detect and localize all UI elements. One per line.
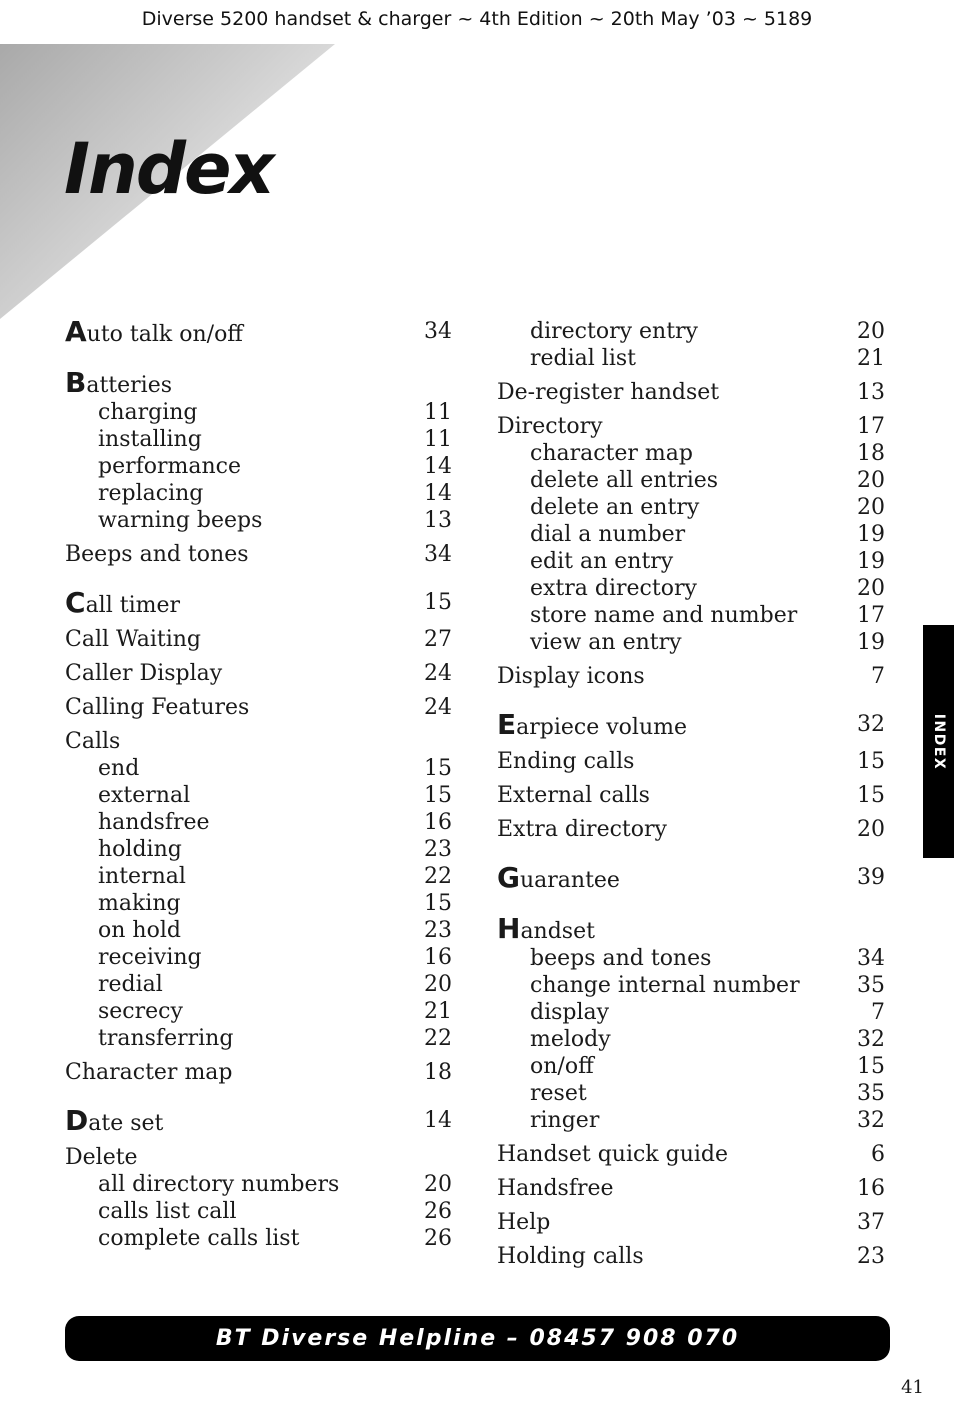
index-entry-label	[65, 1104, 164, 1137]
index-page-number: 15	[424, 783, 452, 808]
index-entry-text: complete calls list	[98, 1226, 300, 1251]
index-page-number: 34	[424, 319, 452, 344]
index-page-number: 7	[871, 1000, 885, 1025]
index-entry-text: all timer	[85, 593, 181, 618]
index-page-number: 18	[857, 441, 885, 466]
index-subentry	[497, 629, 885, 656]
index-entry-label	[65, 729, 120, 754]
index-entry-text: calls list call	[98, 1199, 237, 1224]
index-entry-label	[98, 972, 163, 997]
index-page-number: 17	[857, 414, 885, 439]
index-entry-text: Handset quick guide	[497, 1142, 729, 1167]
index-entry-label	[530, 603, 797, 628]
index-entry	[65, 694, 452, 721]
index-entry-text: receiving	[98, 945, 202, 970]
index-entry-text: delete an entry	[530, 495, 700, 520]
index-entry	[65, 541, 452, 568]
index-entry-text: on/off	[530, 1054, 594, 1079]
index-entry	[65, 586, 452, 619]
index-subentry	[65, 998, 452, 1025]
index-page-number: 16	[424, 810, 452, 835]
index-page-number: 20	[857, 495, 885, 520]
index-entry-label	[98, 508, 262, 533]
index-entry-text: extra directory	[530, 576, 697, 601]
index-entry-label	[530, 346, 636, 371]
index-subentry	[497, 1080, 885, 1107]
index-page-number: 23	[424, 918, 452, 943]
index-entry-text: character map	[530, 441, 693, 466]
index-initial-letter: H	[497, 912, 521, 945]
index-entry-text: replacing	[98, 481, 204, 506]
index-page-number: 14	[424, 454, 452, 479]
index-page-number: 16	[424, 945, 452, 970]
index-page-number: 13	[424, 508, 452, 533]
index-page-number: 20	[424, 972, 452, 997]
index-entry-text: internal	[98, 864, 186, 889]
index-page-number: 15	[857, 1054, 885, 1079]
index-entry	[65, 1144, 452, 1171]
index-subentry	[65, 426, 452, 453]
index-subentry	[497, 602, 885, 629]
index-entry	[497, 1141, 885, 1168]
index-entry-text: redial list	[530, 346, 637, 371]
index-subentry	[497, 999, 885, 1026]
index-entry-label	[98, 756, 139, 781]
index-entry-text: installing	[98, 427, 202, 452]
index-entry-text: directory entry	[530, 319, 698, 344]
index-entry-label	[98, 1199, 237, 1224]
index-subentry	[497, 440, 885, 467]
index-subentry	[65, 1171, 452, 1198]
index-entry-label	[98, 400, 198, 425]
index-entry-text: beeps and tones	[530, 946, 712, 971]
index-subentry	[65, 809, 452, 836]
index-page-number: 21	[424, 999, 452, 1024]
index-entry-text: on hold	[98, 918, 181, 943]
index-page-number: 11	[424, 400, 452, 425]
index-entry-label	[530, 441, 693, 466]
index-entry-label	[497, 749, 634, 774]
index-entry-text: end	[98, 756, 140, 781]
index-subentry	[65, 1025, 452, 1052]
index-entry	[497, 1175, 885, 1202]
index-page-number: 21	[857, 346, 885, 371]
index-entry-text: all directory numbers	[98, 1172, 340, 1197]
index-entry-label	[530, 549, 673, 574]
index-entry-label	[530, 1000, 609, 1025]
index-entry-label	[98, 945, 202, 970]
index-subentry	[65, 782, 452, 809]
index-entry-label	[530, 946, 711, 971]
index-entry-text: ate set	[88, 1111, 164, 1136]
index-page-number: 34	[857, 946, 885, 971]
index-entry	[497, 413, 885, 440]
index-entry-label	[497, 1210, 550, 1235]
index-entry-text: Holding calls	[497, 1244, 644, 1269]
side-tab-label: INDEX	[930, 713, 947, 770]
index-subentry	[65, 480, 452, 507]
index-page-number: 24	[424, 695, 452, 720]
index-entry-label	[65, 627, 201, 652]
index-entry-label	[98, 864, 186, 889]
index-entry-label	[530, 522, 685, 547]
index-page-number: 14	[424, 1108, 452, 1133]
index-page-number: 15	[424, 590, 452, 615]
index-page-number: 15	[424, 756, 452, 781]
index-entry-text: Display icons	[497, 664, 645, 689]
index-entry-text: Directory	[497, 414, 603, 439]
index-entry-text: making	[98, 891, 181, 916]
index-entry-label	[65, 586, 181, 619]
index-subentry	[497, 575, 885, 602]
index-entry-label	[497, 817, 667, 842]
index-entry-label	[98, 481, 203, 506]
index-subentry	[65, 863, 452, 890]
index-entry-label	[497, 861, 620, 894]
index-page-number: 20	[857, 817, 885, 842]
index-page-number: 32	[857, 1027, 885, 1052]
index-subentry	[65, 944, 452, 971]
index-subentry	[65, 755, 452, 782]
index-entry-text: view an entry	[530, 630, 682, 655]
index-entry-label	[65, 542, 249, 567]
index-entry-text: store name and number	[530, 603, 798, 628]
index-subentry	[497, 1053, 885, 1080]
index-entry-label	[98, 454, 241, 479]
helpline-banner: BT Diverse Helpline – 08457 908 070	[65, 1316, 890, 1361]
index-entry-label	[98, 1026, 233, 1051]
index-initial-letter: D	[65, 1104, 89, 1137]
index-entry-text: reset	[530, 1081, 587, 1106]
index-page-number: 22	[424, 1026, 452, 1051]
index-entry	[497, 748, 885, 775]
index-page-number: 14	[424, 481, 452, 506]
index-entry-text: Beeps and tones	[65, 542, 249, 567]
index-subentry	[65, 836, 452, 863]
index-entry-text: change internal number	[530, 973, 800, 998]
index-page-number: 7	[871, 664, 885, 689]
index-subentry	[497, 494, 885, 521]
index-entry-text: delete all entries	[530, 468, 719, 493]
index-entry	[65, 660, 452, 687]
index-page-number: 16	[857, 1176, 885, 1201]
index-page-number: 20	[857, 319, 885, 344]
index-entry-text: transferring	[98, 1026, 234, 1051]
index-page-number: 13	[857, 380, 885, 405]
index-entry-label	[530, 319, 698, 344]
index-page-number: 35	[857, 973, 885, 998]
index-page-number: 15	[424, 891, 452, 916]
index-page-number: 19	[857, 549, 885, 574]
index-page-number: 32	[857, 1108, 885, 1133]
index-column-left	[65, 315, 452, 1252]
index-entry-label	[530, 1054, 594, 1079]
index-entry-text: handsfree	[98, 810, 210, 835]
index-entry-text: edit an entry	[530, 549, 674, 574]
index-entry-text: warning beeps	[98, 508, 263, 533]
index-entry-text: ringer	[530, 1108, 600, 1133]
index-entry-text: Help	[497, 1210, 551, 1235]
index-entry	[65, 728, 452, 755]
index-page-number: 19	[857, 522, 885, 547]
index-entry-label	[98, 810, 210, 835]
index-page-number: 20	[857, 576, 885, 601]
index-entry-label	[65, 366, 173, 399]
index-subentry	[65, 1198, 452, 1225]
index-page-number: 20	[424, 1172, 452, 1197]
index-entry-text: melody	[530, 1027, 611, 1052]
index-entry	[497, 782, 885, 809]
index-entry-label	[497, 664, 645, 689]
index-page-number: 32	[857, 712, 885, 737]
index-entry-text: Calls	[65, 729, 121, 754]
index-entry-label	[497, 783, 650, 808]
index-entry	[65, 1104, 452, 1137]
index-entry	[65, 626, 452, 653]
index-entry-text: dial a number	[530, 522, 686, 547]
index-entry	[65, 315, 452, 348]
index-entry-label	[65, 315, 243, 348]
index-entry-label	[65, 1060, 233, 1085]
index-subentry	[65, 890, 452, 917]
index-page-number: 26	[424, 1199, 452, 1224]
index-subentry	[497, 318, 885, 345]
index-subentry	[497, 972, 885, 999]
index-subentry	[65, 507, 452, 534]
index-page-number: 20	[857, 468, 885, 493]
index-page-number: 23	[857, 1244, 885, 1269]
index-entry-label	[65, 661, 222, 686]
index-entry-text: external	[98, 783, 191, 808]
index-subentry	[497, 548, 885, 575]
index-page-number: 15	[857, 749, 885, 774]
index-entry	[497, 1209, 885, 1236]
index-entry-text: Calling Features	[65, 695, 250, 720]
index-entry-label	[98, 918, 181, 943]
page-title: Index	[64, 128, 273, 210]
index-entry-text: andset	[520, 919, 595, 944]
index-entry-text: Delete	[65, 1145, 138, 1170]
index-entry-text: atteries	[86, 373, 173, 398]
index-page-number: 27	[424, 627, 452, 652]
index-entry-text: Ending calls	[497, 749, 635, 774]
index-entry	[497, 663, 885, 690]
index-entry-label	[98, 1226, 299, 1251]
index-entry	[65, 1059, 452, 1086]
index-entry-text: Extra directory	[497, 817, 667, 842]
index-subentry	[65, 453, 452, 480]
index-entry-text: display	[530, 1000, 610, 1025]
index-initial-letter: A	[65, 315, 87, 348]
index-subentry	[65, 1225, 452, 1252]
index-page-number: 35	[857, 1081, 885, 1106]
index-page-number: 24	[424, 661, 452, 686]
index-page-number: 39	[857, 865, 885, 890]
index-entry-text: arpiece volume	[516, 715, 688, 740]
index-entry-label	[98, 783, 190, 808]
index-subentry	[497, 467, 885, 494]
index-entry-text: holding	[98, 837, 182, 862]
index-page-number: 18	[424, 1060, 452, 1085]
index-subentry	[65, 971, 452, 998]
index-entry-label	[530, 468, 718, 493]
index-page-number: 15	[857, 783, 885, 808]
index-initial-letter: B	[65, 366, 87, 399]
index-entry-label	[98, 427, 202, 452]
index-subentry	[497, 1107, 885, 1134]
index-entry-text: redial	[98, 972, 163, 997]
index-page-number: 11	[424, 427, 452, 452]
section-side-tab	[923, 625, 954, 858]
index-entry-label	[98, 837, 182, 862]
index-page-number: 17	[857, 603, 885, 628]
index-entry-text: charging	[98, 400, 198, 425]
index-entry	[497, 1243, 885, 1270]
index-entry-label	[497, 1176, 614, 1201]
index-entry-label	[497, 1244, 644, 1269]
index-entry-text: External calls	[497, 783, 650, 808]
index-entry-text: uto talk on/off	[86, 322, 243, 347]
index-entry-text: performance	[98, 454, 242, 479]
index-entry-label	[98, 999, 183, 1024]
index-entry-label	[497, 912, 595, 945]
index-entry	[497, 816, 885, 843]
index-entry-label	[497, 414, 603, 439]
index-entry-text: secrecy	[98, 999, 183, 1024]
index-subentry	[65, 399, 452, 426]
index-entry-label	[98, 1172, 339, 1197]
index-page-number: 6	[871, 1142, 885, 1167]
index-entry-label	[497, 380, 719, 405]
index-subentry	[497, 345, 885, 372]
index-page-number: 19	[857, 630, 885, 655]
index-subentry	[497, 521, 885, 548]
index-column-right	[497, 318, 885, 1270]
index-entry-label	[530, 495, 699, 520]
index-entry-label	[497, 708, 688, 741]
index-subentry	[65, 917, 452, 944]
index-entry	[497, 912, 885, 945]
index-entry-text: Caller Display	[65, 661, 223, 686]
index-entry-label	[530, 1081, 587, 1106]
index-entry-label	[530, 1027, 611, 1052]
index-entry-text: uarantee	[519, 868, 620, 893]
index-page-number: 22	[424, 864, 452, 889]
index-entry-label	[530, 1108, 599, 1133]
page-number: 41	[901, 1377, 924, 1398]
index-entry-text: Call Waiting	[65, 627, 201, 652]
index-entry-label	[530, 576, 697, 601]
index-page-number: 34	[424, 542, 452, 567]
index-initial-letter: E	[497, 708, 517, 741]
index-entry-label	[530, 630, 682, 655]
index-page-number: 26	[424, 1226, 452, 1251]
index-initial-letter: G	[497, 861, 520, 894]
index-entry-text: Character map	[65, 1060, 233, 1085]
index-page-number: 23	[424, 837, 452, 862]
index-subentry	[497, 1026, 885, 1053]
index-entry-label	[65, 695, 249, 720]
index-entry-text: De-register handset	[497, 380, 720, 405]
index-entry-text: Handsfree	[497, 1176, 614, 1201]
index-subentry	[497, 945, 885, 972]
index-entry	[65, 366, 452, 399]
index-entry	[497, 708, 885, 741]
index-entry	[497, 379, 885, 406]
index-entry-label	[530, 973, 800, 998]
index-page-number: 37	[857, 1210, 885, 1235]
index-entry-label	[65, 1145, 138, 1170]
index-entry-label	[497, 1142, 728, 1167]
document-header: Diverse 5200 handset & charger ~ 4th Edition ~ 20th May ’03 ~ 5189	[141, 8, 813, 30]
index-entry-label	[98, 891, 181, 916]
index-entry	[497, 861, 885, 894]
index-initial-letter: C	[65, 586, 86, 619]
